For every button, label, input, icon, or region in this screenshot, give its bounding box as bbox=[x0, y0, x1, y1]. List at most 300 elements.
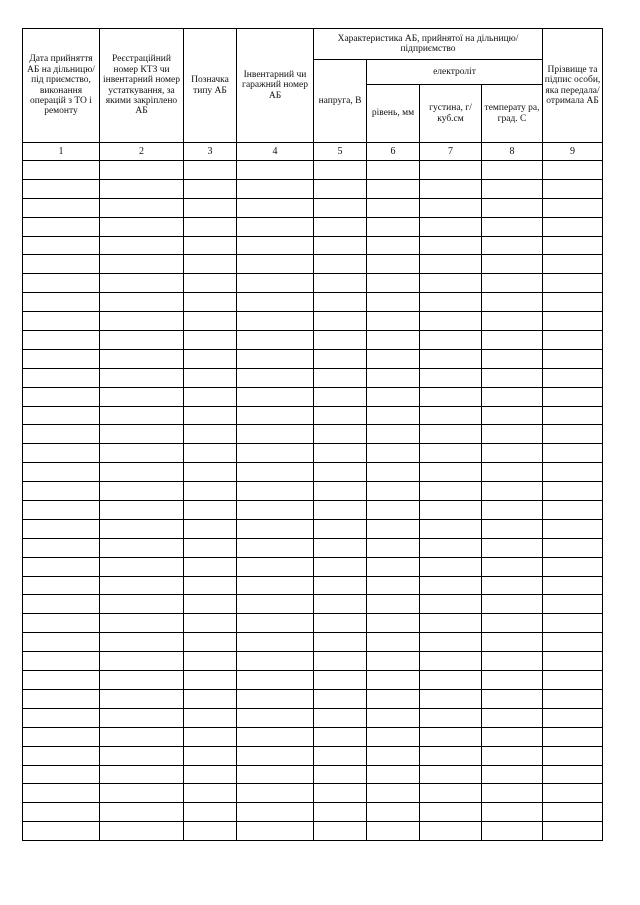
form-cell[interactable] bbox=[23, 387, 100, 406]
form-cell[interactable] bbox=[420, 633, 482, 652]
form-cell[interactable] bbox=[482, 293, 543, 312]
form-cell[interactable] bbox=[184, 312, 237, 331]
form-cell[interactable] bbox=[482, 463, 543, 482]
form-cell[interactable] bbox=[184, 557, 237, 576]
form-cell[interactable] bbox=[367, 576, 420, 595]
form-cell[interactable] bbox=[184, 765, 237, 784]
form-cell[interactable] bbox=[23, 501, 100, 520]
form-cell[interactable] bbox=[314, 255, 367, 274]
form-cell[interactable] bbox=[314, 482, 367, 501]
form-cell[interactable] bbox=[367, 293, 420, 312]
form-cell[interactable] bbox=[314, 274, 367, 293]
form-cell[interactable] bbox=[237, 274, 314, 293]
form-cell[interactable] bbox=[420, 406, 482, 425]
form-cell[interactable] bbox=[367, 822, 420, 841]
form-cell[interactable] bbox=[367, 803, 420, 822]
form-cell[interactable] bbox=[367, 368, 420, 387]
form-cell[interactable] bbox=[367, 482, 420, 501]
form-cell[interactable] bbox=[100, 198, 184, 217]
form-cell[interactable] bbox=[367, 463, 420, 482]
form-cell[interactable] bbox=[543, 595, 603, 614]
form-cell[interactable] bbox=[420, 387, 482, 406]
form-cell[interactable] bbox=[23, 406, 100, 425]
form-cell[interactable] bbox=[367, 765, 420, 784]
form-cell[interactable] bbox=[314, 765, 367, 784]
form-cell[interactable] bbox=[314, 822, 367, 841]
form-cell[interactable] bbox=[23, 331, 100, 350]
form-cell[interactable] bbox=[23, 236, 100, 255]
form-cell[interactable] bbox=[314, 349, 367, 368]
form-cell[interactable] bbox=[237, 198, 314, 217]
form-cell[interactable] bbox=[23, 179, 100, 198]
form-cell[interactable] bbox=[237, 501, 314, 520]
form-cell[interactable] bbox=[237, 312, 314, 331]
form-cell[interactable] bbox=[543, 822, 603, 841]
form-cell[interactable] bbox=[23, 312, 100, 331]
form-cell[interactable] bbox=[482, 519, 543, 538]
form-cell[interactable] bbox=[237, 519, 314, 538]
form-cell[interactable] bbox=[543, 425, 603, 444]
form-cell[interactable] bbox=[237, 538, 314, 557]
form-cell[interactable] bbox=[482, 708, 543, 727]
form-cell[interactable] bbox=[367, 179, 420, 198]
form-cell[interactable] bbox=[184, 406, 237, 425]
form-cell[interactable] bbox=[367, 312, 420, 331]
form-cell[interactable] bbox=[367, 255, 420, 274]
form-cell[interactable] bbox=[100, 519, 184, 538]
form-cell[interactable] bbox=[314, 519, 367, 538]
form-cell[interactable] bbox=[237, 652, 314, 671]
form-cell[interactable] bbox=[482, 557, 543, 576]
form-cell[interactable] bbox=[367, 614, 420, 633]
form-cell[interactable] bbox=[420, 538, 482, 557]
form-cell[interactable] bbox=[482, 727, 543, 746]
form-cell[interactable] bbox=[314, 803, 367, 822]
form-cell[interactable] bbox=[367, 161, 420, 180]
form-cell[interactable] bbox=[314, 368, 367, 387]
form-cell[interactable] bbox=[100, 482, 184, 501]
form-cell[interactable] bbox=[314, 746, 367, 765]
form-cell[interactable] bbox=[482, 368, 543, 387]
form-cell[interactable] bbox=[314, 671, 367, 690]
form-cell[interactable] bbox=[482, 576, 543, 595]
form-cell[interactable] bbox=[184, 803, 237, 822]
form-cell[interactable] bbox=[543, 406, 603, 425]
form-cell[interactable] bbox=[367, 689, 420, 708]
form-cell[interactable] bbox=[184, 161, 237, 180]
form-cell[interactable] bbox=[314, 557, 367, 576]
form-cell[interactable] bbox=[184, 463, 237, 482]
form-cell[interactable] bbox=[543, 236, 603, 255]
form-cell[interactable] bbox=[314, 236, 367, 255]
form-cell[interactable] bbox=[543, 727, 603, 746]
form-cell[interactable] bbox=[184, 217, 237, 236]
form-cell[interactable] bbox=[314, 312, 367, 331]
form-cell[interactable] bbox=[367, 746, 420, 765]
form-cell[interactable] bbox=[23, 161, 100, 180]
form-cell[interactable] bbox=[100, 293, 184, 312]
form-cell[interactable] bbox=[184, 501, 237, 520]
form-cell[interactable] bbox=[543, 482, 603, 501]
form-cell[interactable] bbox=[367, 519, 420, 538]
form-cell[interactable] bbox=[420, 746, 482, 765]
form-cell[interactable] bbox=[367, 708, 420, 727]
form-cell[interactable] bbox=[367, 538, 420, 557]
form-cell[interactable] bbox=[367, 784, 420, 803]
form-cell[interactable] bbox=[100, 614, 184, 633]
form-cell[interactable] bbox=[482, 274, 543, 293]
form-cell[interactable] bbox=[543, 293, 603, 312]
form-cell[interactable] bbox=[23, 671, 100, 690]
form-cell[interactable] bbox=[184, 444, 237, 463]
form-cell[interactable] bbox=[184, 349, 237, 368]
form-cell[interactable] bbox=[100, 368, 184, 387]
form-cell[interactable] bbox=[314, 633, 367, 652]
form-cell[interactable] bbox=[543, 161, 603, 180]
form-cell[interactable] bbox=[482, 312, 543, 331]
form-cell[interactable] bbox=[100, 161, 184, 180]
form-cell[interactable] bbox=[23, 293, 100, 312]
form-cell[interactable] bbox=[543, 633, 603, 652]
form-cell[interactable] bbox=[100, 595, 184, 614]
form-cell[interactable] bbox=[237, 746, 314, 765]
form-cell[interactable] bbox=[184, 746, 237, 765]
form-cell[interactable] bbox=[367, 274, 420, 293]
form-cell[interactable] bbox=[23, 822, 100, 841]
form-cell[interactable] bbox=[237, 217, 314, 236]
form-cell[interactable] bbox=[543, 312, 603, 331]
form-cell[interactable] bbox=[184, 538, 237, 557]
form-cell[interactable] bbox=[100, 463, 184, 482]
form-cell[interactable] bbox=[23, 784, 100, 803]
form-cell[interactable] bbox=[184, 274, 237, 293]
form-cell[interactable] bbox=[420, 803, 482, 822]
form-cell[interactable] bbox=[184, 482, 237, 501]
form-cell[interactable] bbox=[420, 671, 482, 690]
form-cell[interactable] bbox=[482, 784, 543, 803]
form-cell[interactable] bbox=[23, 217, 100, 236]
form-cell[interactable] bbox=[314, 331, 367, 350]
form-cell[interactable] bbox=[543, 255, 603, 274]
form-cell[interactable] bbox=[543, 463, 603, 482]
form-cell[interactable] bbox=[367, 331, 420, 350]
form-cell[interactable] bbox=[367, 236, 420, 255]
form-cell[interactable] bbox=[314, 652, 367, 671]
form-cell[interactable] bbox=[100, 349, 184, 368]
form-cell[interactable] bbox=[100, 671, 184, 690]
form-cell[interactable] bbox=[100, 236, 184, 255]
form-cell[interactable] bbox=[543, 652, 603, 671]
form-cell[interactable] bbox=[482, 331, 543, 350]
form-cell[interactable] bbox=[184, 784, 237, 803]
form-cell[interactable] bbox=[100, 557, 184, 576]
form-cell[interactable] bbox=[23, 765, 100, 784]
form-cell[interactable] bbox=[543, 179, 603, 198]
form-cell[interactable] bbox=[367, 501, 420, 520]
form-cell[interactable] bbox=[420, 689, 482, 708]
form-cell[interactable] bbox=[237, 689, 314, 708]
form-cell[interactable] bbox=[482, 822, 543, 841]
form-cell[interactable] bbox=[367, 444, 420, 463]
form-cell[interactable] bbox=[100, 652, 184, 671]
form-cell[interactable] bbox=[420, 482, 482, 501]
form-cell[interactable] bbox=[237, 387, 314, 406]
form-cell[interactable] bbox=[100, 727, 184, 746]
form-cell[interactable] bbox=[184, 331, 237, 350]
form-cell[interactable] bbox=[482, 746, 543, 765]
form-cell[interactable] bbox=[543, 274, 603, 293]
form-cell[interactable] bbox=[314, 406, 367, 425]
form-cell[interactable] bbox=[23, 614, 100, 633]
form-cell[interactable] bbox=[237, 614, 314, 633]
form-cell[interactable] bbox=[543, 576, 603, 595]
form-cell[interactable] bbox=[184, 614, 237, 633]
form-cell[interactable] bbox=[184, 255, 237, 274]
form-cell[interactable] bbox=[237, 463, 314, 482]
form-cell[interactable] bbox=[314, 689, 367, 708]
form-cell[interactable] bbox=[23, 595, 100, 614]
form-cell[interactable] bbox=[420, 519, 482, 538]
form-cell[interactable] bbox=[543, 689, 603, 708]
form-cell[interactable] bbox=[100, 406, 184, 425]
form-cell[interactable] bbox=[420, 822, 482, 841]
form-cell[interactable] bbox=[184, 671, 237, 690]
form-cell[interactable] bbox=[482, 236, 543, 255]
form-cell[interactable] bbox=[482, 198, 543, 217]
form-cell[interactable] bbox=[100, 444, 184, 463]
form-cell[interactable] bbox=[420, 274, 482, 293]
form-cell[interactable] bbox=[23, 727, 100, 746]
form-cell[interactable] bbox=[100, 179, 184, 198]
form-cell[interactable] bbox=[314, 161, 367, 180]
form-cell[interactable] bbox=[23, 557, 100, 576]
form-cell[interactable] bbox=[543, 614, 603, 633]
form-cell[interactable] bbox=[314, 595, 367, 614]
form-cell[interactable] bbox=[100, 274, 184, 293]
form-cell[interactable] bbox=[420, 576, 482, 595]
form-cell[interactable] bbox=[482, 349, 543, 368]
form-cell[interactable] bbox=[237, 595, 314, 614]
form-cell[interactable] bbox=[23, 198, 100, 217]
form-cell[interactable] bbox=[543, 784, 603, 803]
form-cell[interactable] bbox=[367, 557, 420, 576]
form-cell[interactable] bbox=[184, 293, 237, 312]
form-cell[interactable] bbox=[100, 803, 184, 822]
form-cell[interactable] bbox=[100, 425, 184, 444]
form-cell[interactable] bbox=[420, 652, 482, 671]
form-cell[interactable] bbox=[23, 746, 100, 765]
form-cell[interactable] bbox=[543, 444, 603, 463]
form-cell[interactable] bbox=[23, 349, 100, 368]
form-cell[interactable] bbox=[420, 198, 482, 217]
form-cell[interactable] bbox=[420, 614, 482, 633]
form-cell[interactable] bbox=[237, 406, 314, 425]
form-cell[interactable] bbox=[543, 746, 603, 765]
form-cell[interactable] bbox=[100, 331, 184, 350]
form-cell[interactable] bbox=[100, 217, 184, 236]
form-cell[interactable] bbox=[314, 708, 367, 727]
form-cell[interactable] bbox=[100, 255, 184, 274]
form-cell[interactable] bbox=[543, 387, 603, 406]
form-cell[interactable] bbox=[314, 217, 367, 236]
form-cell[interactable] bbox=[237, 236, 314, 255]
form-cell[interactable] bbox=[23, 652, 100, 671]
form-cell[interactable] bbox=[314, 727, 367, 746]
form-cell[interactable] bbox=[100, 689, 184, 708]
form-cell[interactable] bbox=[482, 482, 543, 501]
form-cell[interactable] bbox=[314, 425, 367, 444]
form-cell[interactable] bbox=[237, 633, 314, 652]
form-cell[interactable] bbox=[543, 349, 603, 368]
form-cell[interactable] bbox=[184, 179, 237, 198]
form-cell[interactable] bbox=[543, 708, 603, 727]
form-cell[interactable] bbox=[237, 444, 314, 463]
form-cell[interactable] bbox=[420, 255, 482, 274]
form-cell[interactable] bbox=[543, 519, 603, 538]
form-cell[interactable] bbox=[23, 368, 100, 387]
form-cell[interactable] bbox=[100, 765, 184, 784]
form-cell[interactable] bbox=[237, 425, 314, 444]
form-cell[interactable] bbox=[184, 595, 237, 614]
form-cell[interactable] bbox=[23, 444, 100, 463]
form-cell[interactable] bbox=[184, 727, 237, 746]
form-cell[interactable] bbox=[367, 198, 420, 217]
form-cell[interactable] bbox=[237, 161, 314, 180]
form-cell[interactable] bbox=[367, 217, 420, 236]
form-cell[interactable] bbox=[482, 501, 543, 520]
form-cell[interactable] bbox=[543, 557, 603, 576]
form-cell[interactable] bbox=[237, 671, 314, 690]
form-cell[interactable] bbox=[543, 331, 603, 350]
form-cell[interactable] bbox=[420, 312, 482, 331]
form-cell[interactable] bbox=[543, 803, 603, 822]
form-cell[interactable] bbox=[23, 519, 100, 538]
form-cell[interactable] bbox=[23, 538, 100, 557]
form-cell[interactable] bbox=[543, 217, 603, 236]
form-cell[interactable] bbox=[482, 217, 543, 236]
form-cell[interactable] bbox=[184, 652, 237, 671]
form-cell[interactable] bbox=[367, 595, 420, 614]
form-cell[interactable] bbox=[237, 349, 314, 368]
form-cell[interactable] bbox=[237, 803, 314, 822]
form-cell[interactable] bbox=[420, 217, 482, 236]
form-cell[interactable] bbox=[367, 349, 420, 368]
form-cell[interactable] bbox=[482, 406, 543, 425]
form-cell[interactable] bbox=[482, 689, 543, 708]
form-cell[interactable] bbox=[482, 444, 543, 463]
form-cell[interactable] bbox=[482, 652, 543, 671]
form-cell[interactable] bbox=[237, 576, 314, 595]
form-cell[interactable] bbox=[100, 784, 184, 803]
form-cell[interactable] bbox=[23, 255, 100, 274]
form-cell[interactable] bbox=[367, 425, 420, 444]
form-cell[interactable] bbox=[184, 708, 237, 727]
form-cell[interactable] bbox=[543, 198, 603, 217]
form-cell[interactable] bbox=[23, 803, 100, 822]
form-cell[interactable] bbox=[184, 633, 237, 652]
form-cell[interactable] bbox=[314, 293, 367, 312]
form-cell[interactable] bbox=[23, 463, 100, 482]
form-cell[interactable] bbox=[237, 708, 314, 727]
form-cell[interactable] bbox=[543, 671, 603, 690]
form-cell[interactable] bbox=[482, 425, 543, 444]
form-cell[interactable] bbox=[367, 652, 420, 671]
form-cell[interactable] bbox=[100, 822, 184, 841]
form-cell[interactable] bbox=[100, 312, 184, 331]
form-cell[interactable] bbox=[100, 501, 184, 520]
form-cell[interactable] bbox=[543, 368, 603, 387]
form-cell[interactable] bbox=[314, 444, 367, 463]
form-cell[interactable] bbox=[420, 179, 482, 198]
form-cell[interactable] bbox=[23, 576, 100, 595]
form-cell[interactable] bbox=[314, 387, 367, 406]
form-cell[interactable] bbox=[23, 274, 100, 293]
form-cell[interactable] bbox=[367, 406, 420, 425]
form-cell[interactable] bbox=[23, 708, 100, 727]
form-cell[interactable] bbox=[482, 633, 543, 652]
form-cell[interactable] bbox=[184, 198, 237, 217]
form-cell[interactable] bbox=[482, 595, 543, 614]
form-cell[interactable] bbox=[420, 161, 482, 180]
form-cell[interactable] bbox=[482, 671, 543, 690]
form-cell[interactable] bbox=[367, 727, 420, 746]
form-cell[interactable] bbox=[420, 784, 482, 803]
form-cell[interactable] bbox=[367, 671, 420, 690]
form-cell[interactable] bbox=[482, 765, 543, 784]
form-cell[interactable] bbox=[100, 538, 184, 557]
form-cell[interactable] bbox=[314, 784, 367, 803]
form-cell[interactable] bbox=[420, 368, 482, 387]
form-cell[interactable] bbox=[314, 614, 367, 633]
form-cell[interactable] bbox=[420, 331, 482, 350]
form-cell[interactable] bbox=[237, 331, 314, 350]
form-cell[interactable] bbox=[420, 708, 482, 727]
form-cell[interactable] bbox=[100, 633, 184, 652]
form-cell[interactable] bbox=[543, 501, 603, 520]
form-cell[interactable] bbox=[237, 557, 314, 576]
form-cell[interactable] bbox=[237, 482, 314, 501]
form-cell[interactable] bbox=[543, 765, 603, 784]
form-cell[interactable] bbox=[100, 708, 184, 727]
form-cell[interactable] bbox=[420, 425, 482, 444]
form-cell[interactable] bbox=[100, 746, 184, 765]
form-cell[interactable] bbox=[420, 444, 482, 463]
form-cell[interactable] bbox=[184, 576, 237, 595]
form-cell[interactable] bbox=[237, 765, 314, 784]
form-cell[interactable] bbox=[482, 255, 543, 274]
form-cell[interactable] bbox=[420, 349, 482, 368]
form-cell[interactable] bbox=[23, 425, 100, 444]
form-cell[interactable] bbox=[184, 368, 237, 387]
form-cell[interactable] bbox=[184, 387, 237, 406]
form-cell[interactable] bbox=[184, 689, 237, 708]
form-cell[interactable] bbox=[420, 557, 482, 576]
form-cell[interactable] bbox=[237, 179, 314, 198]
form-cell[interactable] bbox=[100, 576, 184, 595]
form-cell[interactable] bbox=[237, 727, 314, 746]
form-cell[interactable] bbox=[184, 425, 237, 444]
form-cell[interactable] bbox=[420, 293, 482, 312]
form-cell[interactable] bbox=[420, 595, 482, 614]
form-cell[interactable] bbox=[184, 519, 237, 538]
form-cell[interactable] bbox=[420, 463, 482, 482]
form-cell[interactable] bbox=[482, 803, 543, 822]
form-cell[interactable] bbox=[367, 387, 420, 406]
form-cell[interactable] bbox=[237, 293, 314, 312]
form-cell[interactable] bbox=[543, 538, 603, 557]
form-cell[interactable] bbox=[184, 236, 237, 255]
form-cell[interactable] bbox=[482, 538, 543, 557]
